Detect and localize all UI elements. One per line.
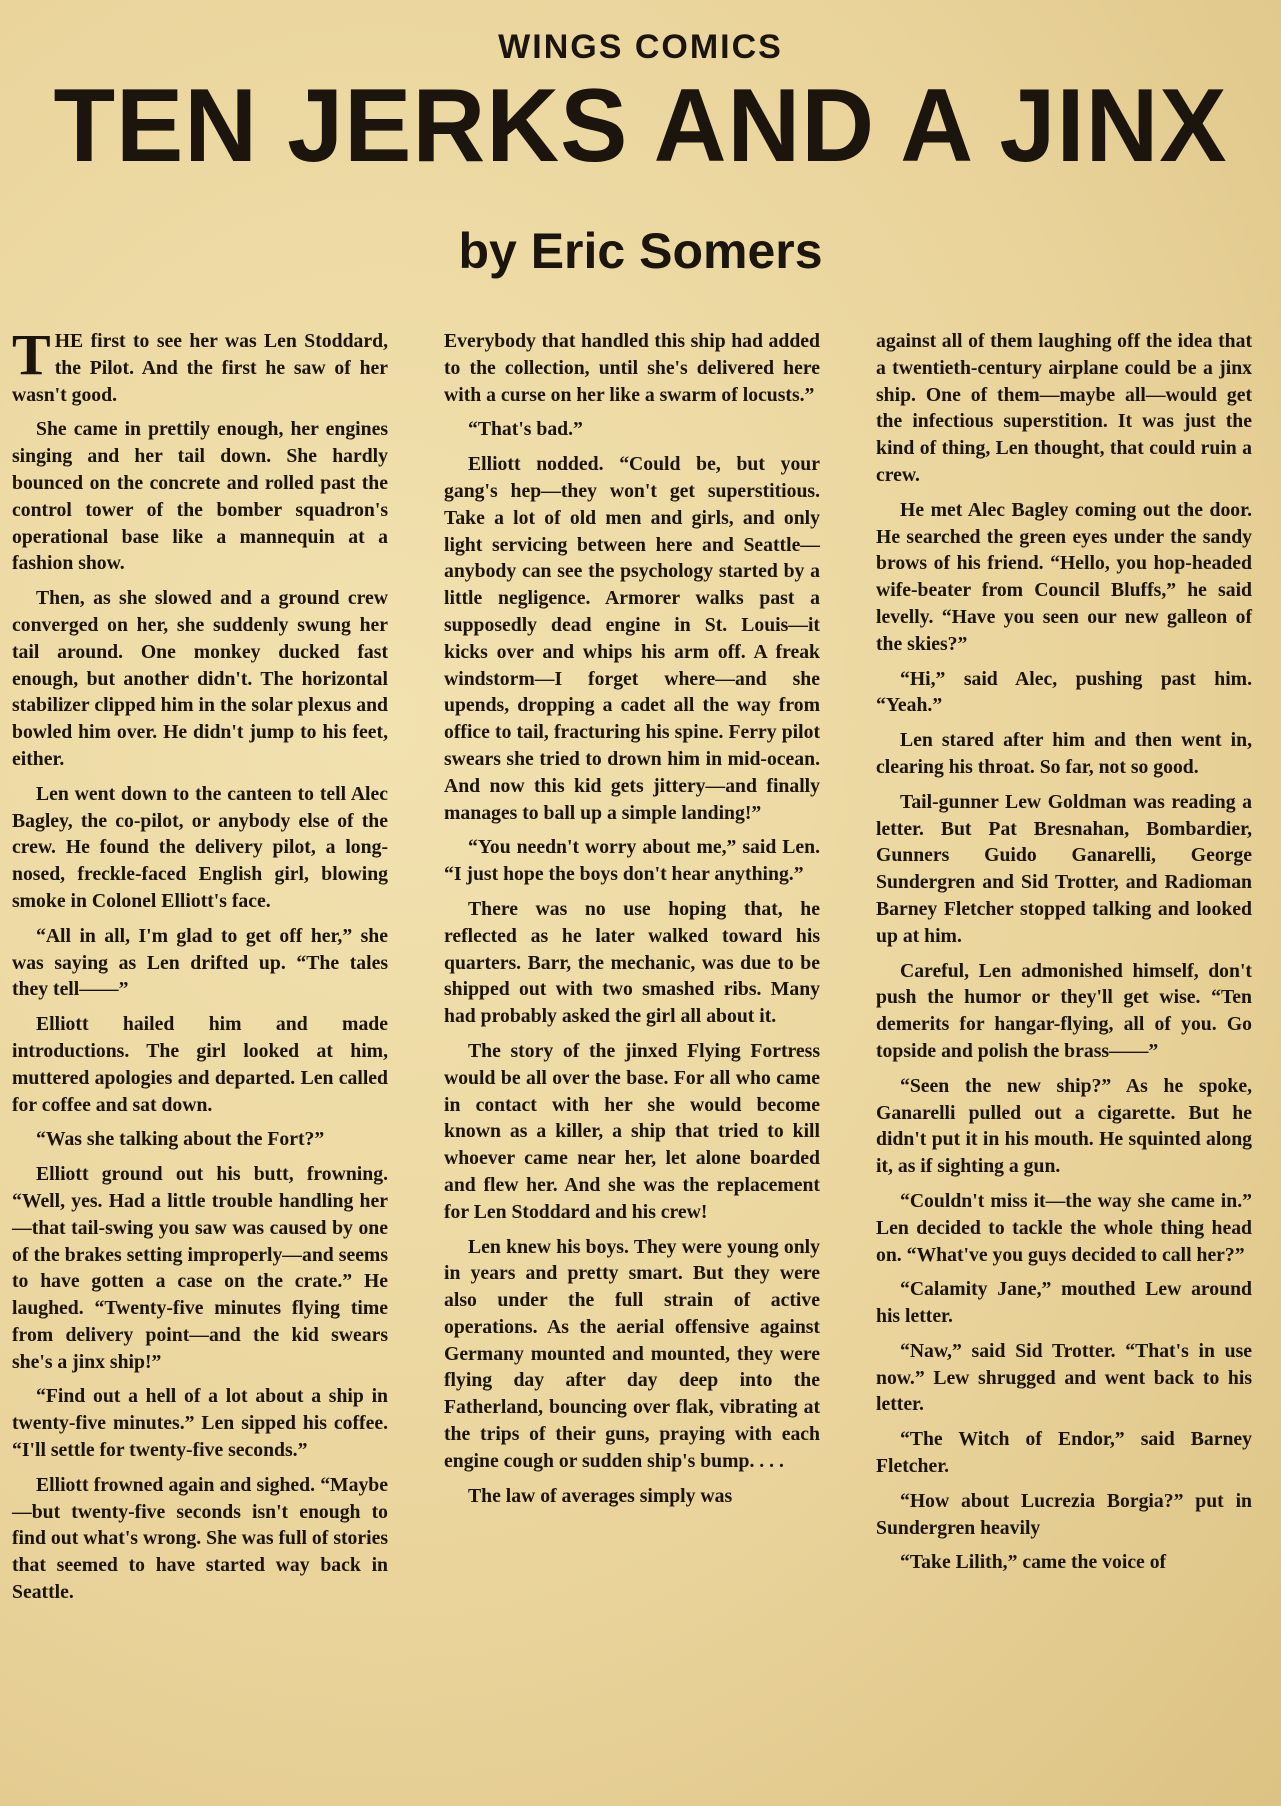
paragraph: Len knew his boys. They were young only in years and pretty smart. But they were also under the full strain of active operations. As the aerial offensive against Germany mounted and mounted, they were flying day after day deep into the Fatherland, bouncing over flak, vibrating at the trips of their guns, praying with each engine cough or sudden ship's bump. . . . — [444, 1235, 820, 1472]
paragraph: “Hi,” said Alec, pushing past him. “Yeah.” — [876, 667, 1252, 717]
paragraph: “Couldn't miss it—the way she came in.” Len decided to tackle the whole thing head on. “What've you guys decided to call her?” — [876, 1189, 1252, 1266]
paragraph: “Naw,” said Sid Trotter. “That's in use now.” Lew shrugged and went back to his letter. — [876, 1339, 1252, 1416]
paragraph: She came in prettily enough, her engines singing and her tail down. She hardly bounced on the concrete and rolled past the control tower of the bomber squadron's operational base like a mannequin at a fashion show. — [12, 418, 388, 575]
paragraph: “Was she talking about the Fort?” — [36, 1128, 325, 1151]
paragraph: There was no use hoping that, he reflected as he later walked toward his quarters. Barr, the mechanic, was due to be shipped out with two smashed ribs. Many had probably asked the girl all about it. — [444, 897, 820, 1028]
paragraph: “Find out a hell of a lot about a ship in twenty-five minutes.” Len sipped his coffee. “I'll settle for twenty-five seconds.” — [12, 1385, 388, 1462]
paragraph: He met Alec Bagley coming out the door. He searched the green eyes under the sandy brows of his friend. “Hello, you hop-headed wife-beater from Council Bluffs,” he said levelly. “Have you seen our new galleon of the skies?” — [876, 498, 1252, 655]
paragraph: “How about Lucrezia Borgia?” put in Sundergren heavily — [876, 1489, 1252, 1539]
paragraph: The story of the jinxed Flying Fortress would be all over the base. For all who came in contact with her she would become known as a killer, a ship that tried to kill whoever came near her, let alone boarded and flew her. And she was the replacement for Len Stoddard and his crew! — [444, 1039, 820, 1223]
column-2 — [444, 328, 820, 1798]
paragraph: Elliott hailed him and made introductions. The girl looked at him, muttered apologies and departed. Len called for coffee and sat down. — [12, 1013, 388, 1116]
paragraph: “Seen the new ship?” As he spoke, Ganarelli pulled out a cigarette. But he didn't put it in his mouth. He squinted along it, as if sighting a gun. — [876, 1074, 1252, 1178]
paragraph: Len stared after him and then went in, clearing his throat. So far, not so good. — [876, 729, 1252, 778]
paragraph: Len went down to the canteen to tell Alec Bagley, the co-pilot, or anybody else of the crew. He found the delivery pilot, a long-nosed, freckle-faced English girl, blowing smoke in Colonel Elliott's face. — [12, 782, 388, 912]
paragraph: Then, as she slowed and a ground crew converged on her, she suddenly swung her tail around. One monkey ducked fast enough, but another didn't. The horizontal stabilizer clipped him in the solar plexus and bowled him over. He didn't jump to his feet, either. — [12, 587, 388, 770]
paragraph: “That's bad.” — [468, 418, 583, 441]
column-1 — [12, 322, 388, 1798]
article-columns — [12, 322, 1252, 1798]
paragraph: Careful, Len admonished himself, don't push the humor or they'll get wise. “Ten demerits for hangar-flying, all of you. Go topside and polish the brass——” — [876, 959, 1252, 1062]
paragraph-text: HE first to see her was Len Stoddard, the Pilot. And the first he saw of her wasn't good. — [12, 330, 388, 406]
byline: by Eric Somers — [458, 223, 823, 279]
paragraph: “You needn't worry about me,” said Len. “I just hope the boys don't hear anything.” — [444, 836, 820, 886]
paragraph: “Take Lilith,” came the voice of — [900, 1551, 1167, 1574]
paragraph: “Calamity Jane,” mouthed Lew around his letter. — [876, 1278, 1252, 1328]
paragraph: Everybody that handled this ship had added to the collection, until she's delivered here with a curse on her like a swarm of locusts.” — [444, 330, 820, 406]
paragraph — [12, 322, 388, 408]
paragraph: Elliott ground out his butt, frowning. “Well, yes. Had a little trouble handling her—that tail-swing you saw was caused by one of the brakes setting improperly—and seems to have gotten a case on the crate.” He laughed. “Twenty-five minutes flying time from delivery point—and the kid swears she's a jinx ship!” — [12, 1163, 388, 1373]
paragraph: “The Witch of Endor,” said Barney Fletcher. — [876, 1428, 1252, 1478]
story-title: TEN JERKS AND A JINX — [53, 68, 1228, 184]
paragraph: Tail-gunner Lew Goldman was reading a letter. But Pat Bresnahan, Bombardier, Gunners Guido Ganarelli, George Sundergren and Sid Trotter, and Radioman Barney Fletcher stopped talking and looked up at him. — [876, 790, 1252, 947]
masthead: WINGS COMICS — [498, 28, 783, 66]
paragraph: The law of averages simply was — [468, 1484, 733, 1507]
paragraph: Elliott nodded. “Could be, but your gang's hep—they won't get superstitious. Take a lot of old men and girls, and only light servicing between here and Seattle—anybody can see the psychology started by a little negligence. Armorer walks past a supposedly dead engine in St. Louis—it kicks over and whips his arm off. A freak windstorm—I forget where—and she upends, dropping a cadet all the way from office to tail, fracturing his spine. Ferry pilot swears she tried to drown him in mid-ocean. And now this kid gets jittery—and finally manages to ball up a simple landing!” — [444, 453, 820, 824]
drop-cap: T — [12, 322, 51, 387]
paragraph: against all of them laughing off the idea that a twentieth-century airplane could be a jinx ship. One of them—maybe all—would get the infectious superstition. It was just the kind of thing, Len thought, that could ruin a crew. — [876, 330, 1252, 486]
column-3 — [876, 328, 1252, 1798]
paragraph: Elliott frowned again and sighed. “Maybe—but twenty-five seconds isn't enough to find out what's wrong. She was full of stories that seemed to have started way back in Seattle. — [12, 1473, 388, 1604]
paragraph: “All in all, I'm glad to get off her,” she was saying as Len drifted up. “The tales they tell——” — [12, 924, 388, 1001]
